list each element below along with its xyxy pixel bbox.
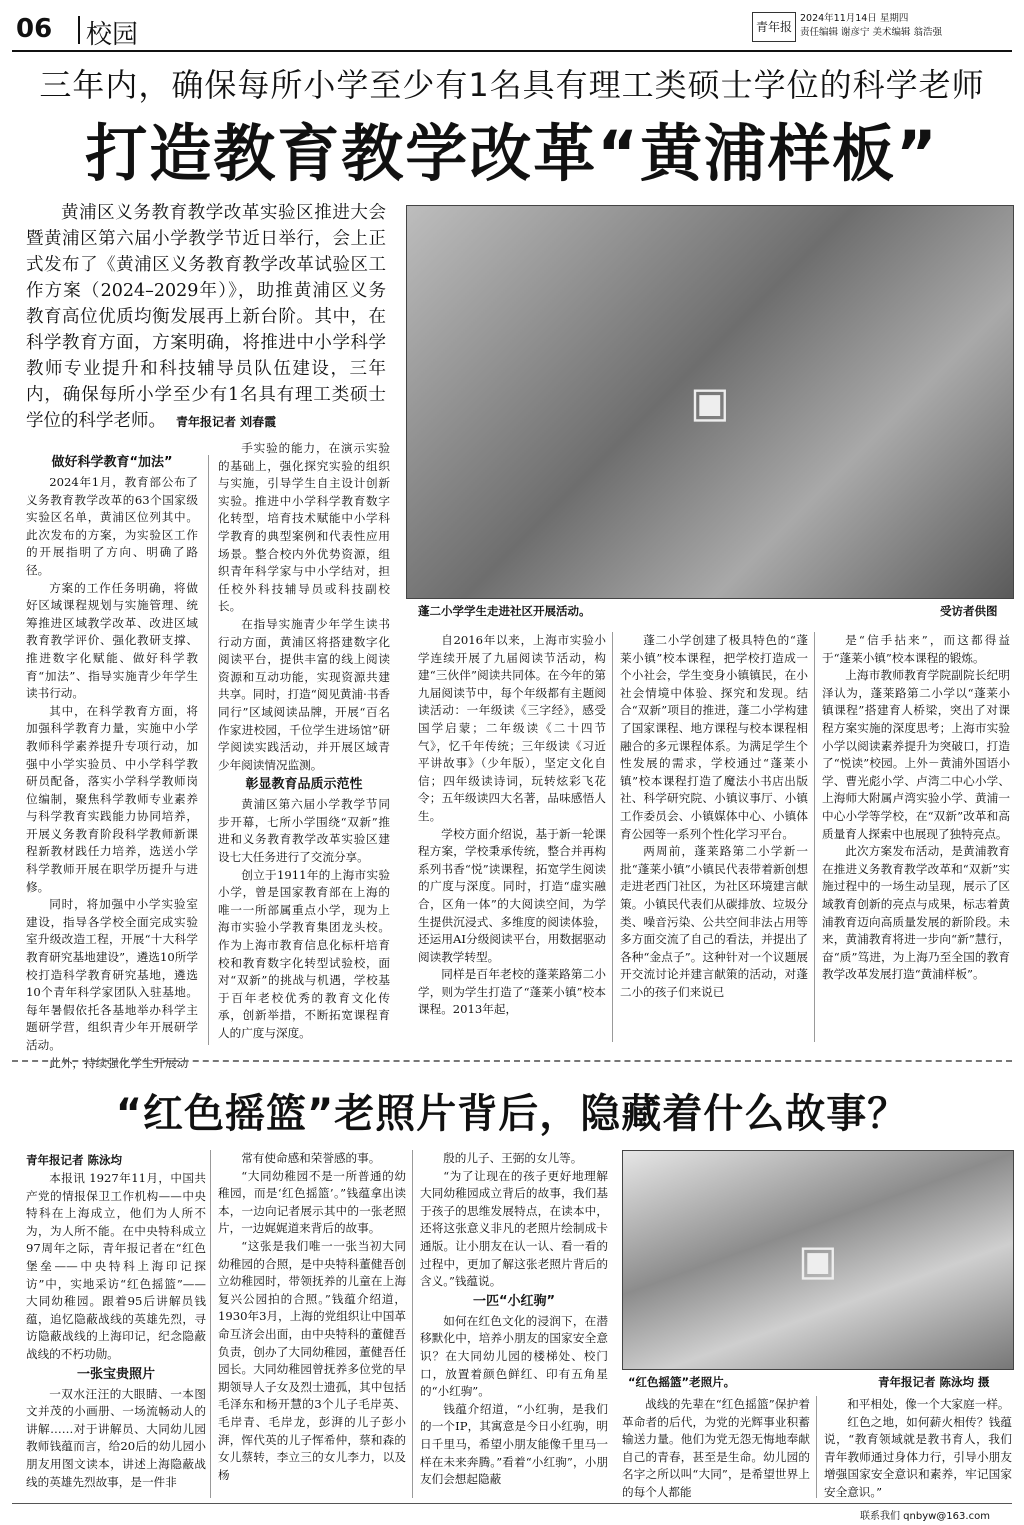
- paragraph: 和平相处，像一个大家庭一样。: [847, 1397, 1010, 1411]
- paragraph: 本报讯 1927年11月，中国共产党的情报保卫工作机构——中央特科在上海成立，他们为人所不为，为人所不能。在中央特科成立97周年之际，青年报记者在“红色堡垒——中央特科上海印记探访”中，实地采访“红色摇篮”——大同幼稚园。跟着95后讲解员钱蕴，追忆隐蔽战线的英雄先烈，寻访隐蔽战线的上海印记，纪念隐蔽战线的不朽功勋。: [26, 1171, 206, 1361]
- paragraph: 红色之地，如何薪火相传？钱蕴说，“教育领域就是教书育人，我们青年教师通过身体力行，引导小朋友增强国家安全意识和素养，牢记国家安全意识。”: [824, 1414, 1012, 1499]
- paragraph: “大同幼稚园不是一所普通的幼稚园，而是‘红色摇篮’。”钱蕴拿出读本，一边向记者展示其中的一张老照片，一边娓娓道来背后的故事。: [218, 1168, 406, 1236]
- byline: 青年报记者 陈泳均: [26, 1153, 123, 1167]
- page-number: 06: [16, 14, 53, 44]
- paragraph: 其中，在科学教育方面，将加强科学教育力量，实施中小学教师科学素养提升专项行动，加强中小学实验员、中小学科学教研员配备，落实小学科学教师岗位编制，聚焦科学教师专业素养与科学教育实践能力协同培养，开展义务教育阶段科学教师新课程新教材践任力培养，选送小学科学教师开展在职学历提升与进修。: [26, 703, 198, 894]
- paragraph: 此外，持续强化学生开展动: [49, 1055, 189, 1070]
- column-rule: [412, 1150, 413, 1498]
- paragraph: 战线的先辈在“红色摇篮”保护着革命者的后代，为党的光辉事业积蓄输送力量。他们为党无怨无悔地奉献自己的青春，甚至是生命。幼儿园的名字之所以叫“大同”，是希望世界上的每个人都能: [622, 1397, 810, 1499]
- paragraph: 自2016年以来，上海市实验小学连续开展了九届阅读节活动，构建“三伙伴”阅读共同体。在今年的第九届阅读节中，每个年级都有主题阅读活动：一年级读《三字经》，感受国学启蒙；二年级读《二十四节气》，忆千年传统；三年级读《习近平讲故事》（少年版），坚定文化自信；四年级读诗词，玩转炫彩飞花令；五年级读四大名著，品味感悟人生。: [418, 633, 606, 823]
- subheading: 一张宝贵照片: [76, 1366, 155, 1382]
- paragraph: 如何在红色文化的浸润下，在潜移默化中，培养小朋友的国家安全意识？在大同幼儿园的楼梯处、校门口，放置着颜色鲜红、印有五角星的“小红驹”。: [420, 1313, 608, 1399]
- story2-photo: [622, 1150, 1014, 1370]
- footer-rule: [12, 1503, 1012, 1504]
- paragraph: 同时，将加强中小学实验室建设，指导各学校全面完成实验室升级改造工程，开展“十大科学教育研究基地建设”，遴选10所学校打造科学教育研究基地，遴选10个青年科学家团队入驻基地。每年暑假依托各基地举办科学主题研学营，组织青少年开展研学活动。: [26, 897, 198, 1052]
- paragraph: 蓬二小学创建了极具特色的“蓬莱小镇”校本课程，把学校打造成一个小社会，学生变身小镇镇民，在小社会情境中体验、探究和发现。结合“双新”项目的推进，蓬二小学构建了国家课程、地方课程与校本课程相融合的多元课程体系。为满足学生个性发展的需求，学校通过“蓬莱小镇”校本课程打造了魔法小书店出版社、科学研究院、小镇议事厅、小镇工作委员会、小镇媒体中心、小镇体育公园等一系列个性化学习平台。: [620, 633, 808, 841]
- story2-photo-credit: 青年报记者 陈泳均 摄: [878, 1375, 990, 1389]
- paragraph: 一双水汪汪的大眼睛、一本图文并茂的小画册、一场流畅动人的讲解……对于讲解员、大同幼儿园教师钱蕴而言，给20后的幼儿园小朋友用图文读本，讲述上海隐蔽战线的英雄先烈故事，是一件非: [26, 1386, 206, 1489]
- story2-headline: “红色摇篮”老照片背后，隐藏着什么故事？: [115, 1091, 909, 1137]
- story1-byline: 青年报记者 刘春霞: [176, 415, 277, 429]
- story1-photo-caption: 蓬二小学学生走进社区开展活动。: [418, 604, 591, 618]
- column-rule: [814, 632, 815, 1042]
- paragraph: 此次方案发布活动，是黄浦教育在推进义务教育教学改革和“双新”实施过程中的一场生动呈现，展示了区域教育创新的亮点与成果，标志着黄浦教育迈向高质量发展的新阶段。未来，黄浦教育将进一步向“新”慧行，奋“质”笃进，为上海乃至全国的教育教学改革发展打造“黄浦样板”。: [822, 844, 1010, 982]
- column-rule: [208, 455, 209, 1045]
- story2-column-1: [26, 1150, 206, 1491]
- photo-icon: ▣: [690, 377, 730, 427]
- footer-contact: 联系我们 qnbyw@163.com: [860, 1511, 990, 1522]
- story1-column-1: [26, 452, 198, 1072]
- story1-column-2: [218, 440, 390, 1043]
- paragraph: 方案的工作任务明确，将做好区域课程规划与实施管理、统筹推进区域教学改革、改进区域教育教学评价、强化教研支撑、推进数字化赋能、做好科学教育“加法”、指导实施青少年学生读书行动。: [26, 580, 198, 701]
- photo-icon: ▣: [798, 1235, 838, 1285]
- story2-photo-caption: “红色摇篮”老照片。: [628, 1375, 736, 1389]
- paragraph: 在指导实施青少年学生读书行动方面，黄浦区将搭建数字化阅读平台，提供丰富的线上阅读资源和互动功能，实现资源共建共享。同时，打造“阅见黄浦·书香同行”区域阅读品牌，开展“百名作家进校园，千位学生进场馆”研学阅读实践活动，并开展区域青少年阅读情况监测。: [218, 616, 390, 772]
- column-rule: [612, 632, 613, 1042]
- story2-column-4: [622, 1396, 810, 1502]
- newspaper-logo: 青年报: [752, 12, 796, 42]
- subheading: 做好科学教育“加法”: [51, 455, 173, 470]
- paragraph: 创立于1911年的上海市实验小学，曾是国家教育部在上海的唯一一所部属重点小学，现为上海市实验小学教育集团龙头校。作为上海市教育信息化标杆培育校和教育数字化转型试验校，面对“双新”的挑战与机遇，学校基于百年老校优秀的教育文化传承，创新举措，不断拓宽课程育人的广度与深度。: [218, 867, 390, 1040]
- section-name: 校园: [86, 20, 139, 50]
- story1-kicker: 三年内，确保每所小学至少有1名具有理工类硕士学位的科学老师: [39, 66, 985, 104]
- story1-headline: 打造教育教学改革“黄浦样板”: [85, 117, 939, 190]
- paragraph: 上海市教师教育学院副院长纪明泽认为，蓬莱路第二小学以“蓬莱小镇课程”搭建育人桥梁，突出了对课程方案实施的深度思考；上海市实验小学以阅读素养提升为突破口，打造了“悦读”校园。上外－黄浦外国语小学、曹光彪小学、卢湾二中心小学、上海师大附属卢湾实验小学、黄浦一中心小学等学校，在“双新”改革和高质量育人探索中也展现了独特亮点。: [822, 668, 1010, 841]
- paragraph: 常有使命感和荣誉感的事。: [241, 1151, 381, 1165]
- paragraph: 2024年1月，教育部公布了义务教育教学改革的63个国家级实验区名单，黄浦区位列其中。此次发布的方案，为实验区工作的开展指明了方向、明确了路径。: [26, 475, 198, 577]
- story-divider: [12, 1060, 1012, 1062]
- story2-column-3: [420, 1150, 608, 1489]
- header-rule: [12, 50, 1012, 52]
- story1-column-3: [418, 632, 606, 1019]
- paragraph: 是“信手拈来”，而这都得益于“蓬莱小镇”校本课程的锻炼。: [822, 633, 1010, 665]
- story2-column-5: [824, 1396, 1012, 1502]
- editors-line: 责任编辑 谢彦宁 美术编辑 翁浩强: [800, 27, 943, 38]
- story1-column-5: [822, 632, 1010, 984]
- story1-photo: [406, 205, 1014, 599]
- story1-photo-credit: 受访者供图: [940, 604, 998, 618]
- date-line: 2024年11月14日 星期四: [800, 13, 909, 24]
- paragraph: “为了让现在的孩子更好地理解大同幼稚园成立背后的故事，我们基于孩子的思维发展特点，在读本中，还将这张意义非凡的老照片绘制成卡通版。让小朋友在认一认、看一看的过程中，更加了解这张老照片背后的含义。”钱蕴说。: [420, 1168, 608, 1289]
- story1-column-4: [620, 632, 808, 1001]
- column-rule: [816, 1396, 817, 1498]
- header-meta: [800, 12, 942, 40]
- subheading: 彰显教育品质示范性: [245, 777, 363, 793]
- paragraph: 同样是百年老校的蓬莱路第二小学，则为学生打造了“蓬莱小镇”校本课程。2013年起，: [418, 967, 606, 1017]
- paragraph: 手实验的能力，在演示实验的基础上，强化探究实验的组织与实施，引导学生自主设计创新实验。推进中小学科学教育数字化转型，培育技术赋能中小学科学教育的典型案例和代表性应用场景。整合校内外优势资源，组织青年科学家与中小学结对，担任校外科技辅导员或科技副校长。: [218, 441, 390, 614]
- subheading: 一匹“小红驹”: [472, 1293, 556, 1309]
- story2-column-2: [218, 1150, 406, 1484]
- paragraph: 殷的儿子、王弼的女儿等。: [443, 1151, 583, 1165]
- story1-lead: [26, 200, 386, 435]
- paragraph: 两周前，蓬莱路第二小学新一批“蓬莱小镇”小镇民代表带着新创想走进老西门社区，为社区环境建言献策。小镇民代表们从碳排放、垃圾分类、噪音污染、公共空间非法占用等多方面交流了自己的看法，并提出了各种“金点子”。这种针对一个议题展开交流讨论并建言献策的活动，对蓬二小的孩子们来说已: [620, 844, 808, 999]
- lead-text: 黄浦区义务教育教学改革实验区推进大会暨黄浦区第六届小学教学节近日举行，会上正式发布了《黄浦区义务教育教学改革试验区工作方案（2024–2029年）》，助推黄浦区义务教育高位优质均衡发展再上新台阶。其中，在科学教育方面，方案明确，将推进中小学科学教师专业提升和科技辅导员队伍建设，三年内，确保每所小学至少有1名具有理工类硕士学位的科学老师。: [26, 203, 386, 431]
- paragraph: 钱蕴介绍道，“小红驹，是我们的一个IP，其寓意是今日小红驹，明日千里马，希望小朋友能像千里马一样在未来奔腾。”看着“小红驹”，小朋友们会想起隐蔽: [420, 1401, 608, 1487]
- paragraph: “这张是我们唯一一张当初大同幼稚园的合照，是中央特科董健吾创立幼稚园时，带领抚养的儿童在上海复兴公园拍的合照。”钱蕴介绍道，1930年3月，上海的党组织让中国革命互济会出面，由中央特科的董健吾负责，创办了大同幼稚园，董健吾任园长。大同幼稚园曾抚养多位党的早期领导人子女及烈士遗孤，其中包括毛泽东和杨开慧的3个儿子毛岸英、毛岸青、毛岸龙，彭湃的儿子彭小湃，恽代英的儿子恽希仲，蔡和森的女儿蔡转，李立三的女儿李力，以及杨: [218, 1238, 406, 1482]
- paragraph: 黄浦区第六届小学教学节同步开幕，七所小学围绕“双新”推进和义务教育教学改革实验区建设七大任务进行了交流分享。: [218, 797, 390, 865]
- column-rule: [210, 1150, 211, 1498]
- paragraph: 学校方面介绍说，基于新一轮课程方案，学校秉承传统，整合并再构系列书香“悦”读课程，拓宽学生阅读的广度与深度。同时，打造“虚实融合，区角一体”的大阅读空间，为学生提供沉浸式、多维度的阅读体验，还运用AI分级阅读平台，用数据驱动阅读教学转型。: [418, 826, 606, 964]
- header-divider: [78, 16, 80, 44]
